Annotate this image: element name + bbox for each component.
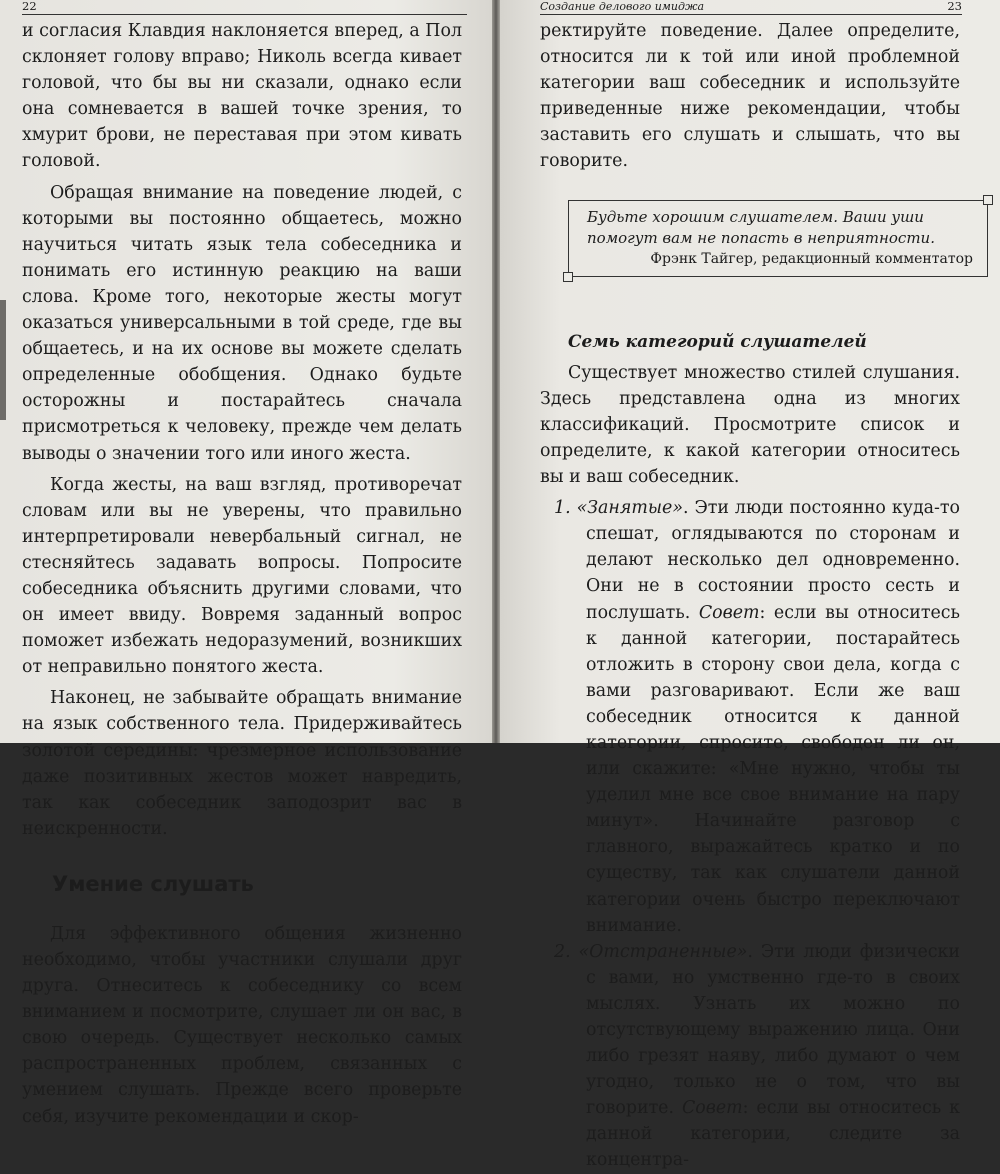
book-gutter (492, 0, 500, 743)
running-header-left (22, 0, 467, 15)
subheading: Семь категорий слушателей (568, 331, 867, 352)
frame-corner-ornament (563, 272, 573, 282)
frame-corner-ornament (983, 195, 993, 205)
paragraph: и согласия Клавдия наклоняется вперед, а Пол склоняет голову вправо; Николь всегда кивает головой, что бы вы ни сказали, однако если она сомневается в вашей точке зрения, то хмурит брови, не переставая при этом кивать головой. (22, 21, 462, 172)
list-number: 1. (554, 498, 571, 519)
left-text-column (22, 18, 462, 1130)
page-number-right: 23 (947, 0, 962, 13)
page-number-left: 22 (22, 0, 37, 13)
list-term: «Отстраненные» (578, 941, 748, 962)
quote-box (568, 200, 988, 277)
list-item (540, 495, 960, 939)
running-title: Создание делового имиджа (540, 0, 705, 13)
paragraph: Обращая внимание на поведение людей, с которыми вы постоянно общаетесь, можно научиться читать язык тела собеседника и понимать его истинную реакцию на ваши слова. Кроме того, некоторые жесты могут оказаться универсальными в той среде, где вы общаетесь, и на их основе вы можете сделать определенные обобщения. Однако будьте осторожны и постарайтесь сначала присмотреться к человеку, прежде чем делать выводы о значении того или иного жеста. (22, 182, 462, 464)
running-header-right (540, 0, 962, 15)
paragraph: Когда жесты, на ваш взгляд, противоречат словам или вы не уверены, что правильно интерпретировали невербальный сигнал, не стесняйтесь задавать вопросы. Попросите собеседника объяснить другими словами, что он имеет ввиду. Вовремя заданный вопрос поможет избежать недоразумений, возникших от неправильно понятого жеста. (22, 474, 462, 678)
advice-label: Совет (698, 602, 760, 623)
paragraph: Наконец, не забывайте обращать внимание на язык собственного тела. Придерживайтесь золотой середины: чрезмерное использование даже позитивных жестов может навредить, так как собеседник заподозрит вас в неискренности. (22, 688, 462, 839)
paragraph: ректируйте поведение. Далее определите, относится ли к той или иной проблемной категории ваш собеседник и используйте приведенные ниже рекомендации, чтобы заставить его слушать и слышать, что вы говорите. (540, 21, 960, 172)
list-description: . Эти люди постоянно куда-то спешат, оглядываются по сторонам и делают несколько дел одновременно. Они не в состоянии просто сесть и послушать. (586, 498, 960, 623)
right-page (500, 0, 1000, 1171)
paragraph: Существует множество стилей слушания. Здесь представлена одна из многих классификаций. Просмотрите список и определите, к какой категории относитесь вы и ваш собеседник. (540, 362, 960, 488)
list-number: 2. (554, 941, 571, 962)
list-term: «Занятые» (576, 498, 683, 519)
page-edge (0, 300, 6, 420)
quote-author: Фрэнк Тайгер, редакционный комментатор (650, 250, 973, 267)
right-text-column (540, 18, 973, 1174)
section-heading: Умение слушать (52, 871, 254, 896)
list-description: . Эти люди физически с вами, но умственно где-то в своих мыслях. Узнать их можно по отсутствующему выражению лица. Они либо грезят наяву, либо думают о чем угодно, только не о том, что вы говорите. (586, 941, 960, 1119)
advice-label: Совет (681, 1098, 743, 1119)
advice-text: : если вы относитесь к данной категории, следите за концентра- (586, 1098, 960, 1171)
list-item (540, 939, 960, 1174)
advice-text: : если вы относитесь к данной категории, постарайтесь отложить в сторону свои дела, когда с вами разговаривают. Если же ваш собеседник относится к данной категории, спросите, свободен ли он, или скажите: «Мне нужно, чтобы ты уделил мне все свое внимание на пару минут». Начинайте разговор с главного, выражайтесь кратко и по существу, так как слушатели данной категории очень быстро переключают внимание. (586, 602, 960, 936)
paragraph: Для эффективного общения жизненно необходимо, чтобы участники слушали друг друга. Отнеситесь к собеседнику со всем вниманием и посмотрите, слушает ли он вас, в свою очередь. Существует несколько самых распространенных проблем, связанных с умением слушать. Прежде всего проверьте себя, изучите рекомендации и скор- (22, 923, 462, 1127)
left-page (0, 0, 492, 1127)
quote-text: Будьте хорошим слушателем. Ваши уши помогут вам не попасть в неприятности. (587, 207, 935, 247)
